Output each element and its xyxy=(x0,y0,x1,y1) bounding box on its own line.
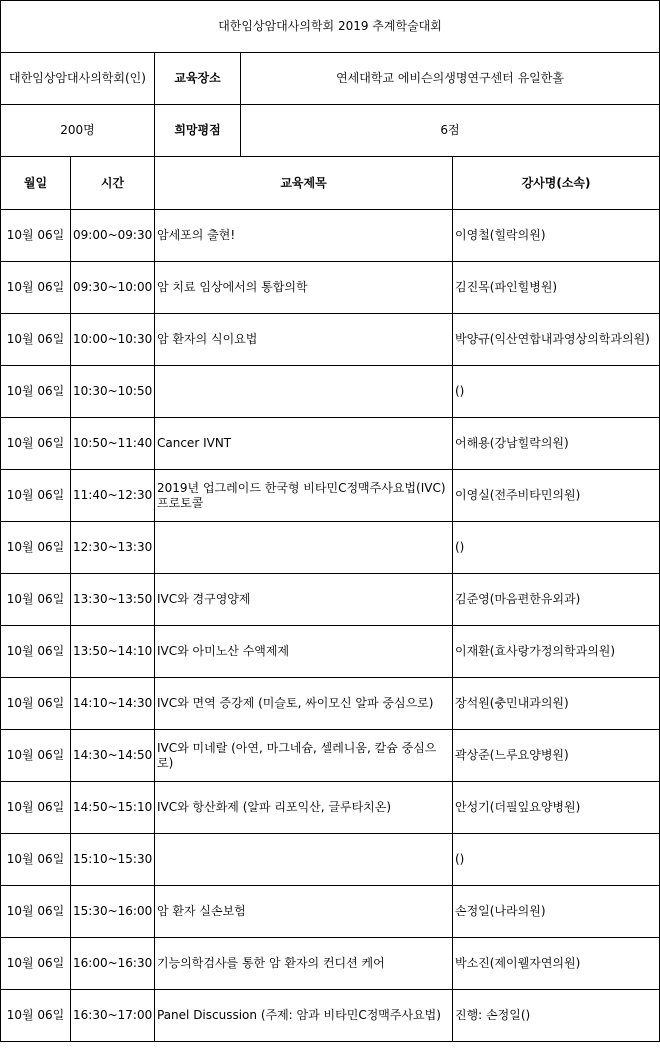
row-time: 10:30~10:50 xyxy=(71,366,155,418)
row-time: 13:30~13:50 xyxy=(71,574,155,626)
table-row xyxy=(1,574,660,626)
row-date: 10월 06일 xyxy=(1,366,71,418)
table-row xyxy=(1,210,660,262)
table-row xyxy=(1,938,660,990)
table-row xyxy=(1,990,660,1042)
organizer: 대한임상암대사의학회(인) xyxy=(1,53,155,105)
row-speaker: () xyxy=(453,366,660,418)
table-row xyxy=(1,626,660,678)
table-row xyxy=(1,522,660,574)
row-topic: 암 환자의 식이요법 xyxy=(155,314,453,366)
row-time: 15:30~16:00 xyxy=(71,886,155,938)
table-row xyxy=(1,730,660,782)
points-row xyxy=(1,105,660,157)
row-date: 10월 06일 xyxy=(1,626,71,678)
row-time: 12:30~13:30 xyxy=(71,522,155,574)
table-row xyxy=(1,418,660,470)
row-time: 11:40~12:30 xyxy=(71,470,155,522)
row-time: 10:00~10:30 xyxy=(71,314,155,366)
venue-label: 교육장소 xyxy=(155,53,241,105)
row-topic: IVC와 아미노산 수액제제 xyxy=(155,626,453,678)
row-time: 15:10~15:30 xyxy=(71,834,155,886)
row-date: 10월 06일 xyxy=(1,730,71,782)
table-row xyxy=(1,782,660,834)
row-date: 10월 06일 xyxy=(1,418,71,470)
title-row xyxy=(1,1,660,53)
row-speaker: 이영철(힐락의원) xyxy=(453,210,660,262)
table-row xyxy=(1,366,660,418)
row-date: 10월 06일 xyxy=(1,834,71,886)
row-topic: Panel Discussion (주제: 암과 비타민C정맥주사요법) xyxy=(155,990,453,1042)
row-topic: IVC와 미네랄 (아연, 마그네슘, 셀레니움, 칼슘 중심으로) xyxy=(155,730,453,782)
row-speaker: 장석원(충민내과의원) xyxy=(453,678,660,730)
header-topic: 교육제목 xyxy=(155,157,453,210)
row-time: 16:30~17:00 xyxy=(71,990,155,1042)
row-speaker: 진행: 손정일() xyxy=(453,990,660,1042)
capacity: 200명 xyxy=(1,105,155,157)
points-label: 희망평점 xyxy=(155,105,241,157)
row-topic: 암 환자 실손보험 xyxy=(155,886,453,938)
row-date: 10월 06일 xyxy=(1,574,71,626)
row-date: 10월 06일 xyxy=(1,470,71,522)
header-time: 시간 xyxy=(71,157,155,210)
points-value: 6점 xyxy=(241,105,660,157)
row-speaker: 안성기(더필잎요양병원) xyxy=(453,782,660,834)
row-topic: IVC와 경구영양제 xyxy=(155,574,453,626)
table-row xyxy=(1,678,660,730)
row-time: 13:50~14:10 xyxy=(71,626,155,678)
row-topic: 기능의학검사를 통한 암 환자의 컨디션 케어 xyxy=(155,938,453,990)
row-date: 10월 06일 xyxy=(1,886,71,938)
row-topic: IVC와 면역 증강제 (미슬토, 싸이모신 알파 중심으로) xyxy=(155,678,453,730)
row-speaker: 어해용(강남힐락의원) xyxy=(453,418,660,470)
row-speaker: 박소진(제이웰자연의원) xyxy=(453,938,660,990)
row-topic: 암세포의 출현! xyxy=(155,210,453,262)
row-date: 10월 06일 xyxy=(1,990,71,1042)
row-time: 16:00~16:30 xyxy=(71,938,155,990)
row-time: 09:00~09:30 xyxy=(71,210,155,262)
table-row xyxy=(1,834,660,886)
row-topic xyxy=(155,366,453,418)
row-time: 14:10~14:30 xyxy=(71,678,155,730)
row-date: 10월 06일 xyxy=(1,938,71,990)
event-title: 대한임상암대사의학회 2019 추계학술대회 xyxy=(1,1,660,53)
row-speaker: 이재환(효사랑가정의학과의원) xyxy=(453,626,660,678)
row-topic: 2019년 업그레이드 한국형 비타민C정맥주사요법(IVC) 프로토콜 xyxy=(155,470,453,522)
table-row xyxy=(1,470,660,522)
row-date: 10월 06일 xyxy=(1,210,71,262)
row-date: 10월 06일 xyxy=(1,678,71,730)
row-time: 14:30~14:50 xyxy=(71,730,155,782)
row-speaker: () xyxy=(453,834,660,886)
row-speaker: 이영실(전주비타민의원) xyxy=(453,470,660,522)
row-topic: IVC와 항산화제 (알파 리포익산, 글루타치온) xyxy=(155,782,453,834)
venue-value: 연세대학교 에비슨의생명연구센터 유일한홀 xyxy=(241,53,660,105)
row-topic xyxy=(155,522,453,574)
table-row xyxy=(1,262,660,314)
row-topic xyxy=(155,834,453,886)
row-date: 10월 06일 xyxy=(1,262,71,314)
row-topic: 암 치료 임상에서의 통합의학 xyxy=(155,262,453,314)
header-date: 월일 xyxy=(1,157,71,210)
row-time: 10:50~11:40 xyxy=(71,418,155,470)
row-speaker: 김진목(파인힐병원) xyxy=(453,262,660,314)
row-speaker: () xyxy=(453,522,660,574)
row-topic: Cancer IVNT xyxy=(155,418,453,470)
table-row xyxy=(1,314,660,366)
header-speaker: 강사명(소속) xyxy=(453,157,660,210)
row-time: 09:30~10:00 xyxy=(71,262,155,314)
row-date: 10월 06일 xyxy=(1,782,71,834)
row-time: 14:50~15:10 xyxy=(71,782,155,834)
row-speaker: 곽상준(느루요양병원) xyxy=(453,730,660,782)
row-date: 10월 06일 xyxy=(1,314,71,366)
row-speaker: 박양규(익산연합내과영상의학과의원) xyxy=(453,314,660,366)
venue-row xyxy=(1,53,660,105)
row-speaker: 손정일(나라의원) xyxy=(453,886,660,938)
header-row xyxy=(1,157,660,210)
row-date: 10월 06일 xyxy=(1,522,71,574)
row-speaker: 김준영(마음편한유외과) xyxy=(453,574,660,626)
table-row xyxy=(1,886,660,938)
